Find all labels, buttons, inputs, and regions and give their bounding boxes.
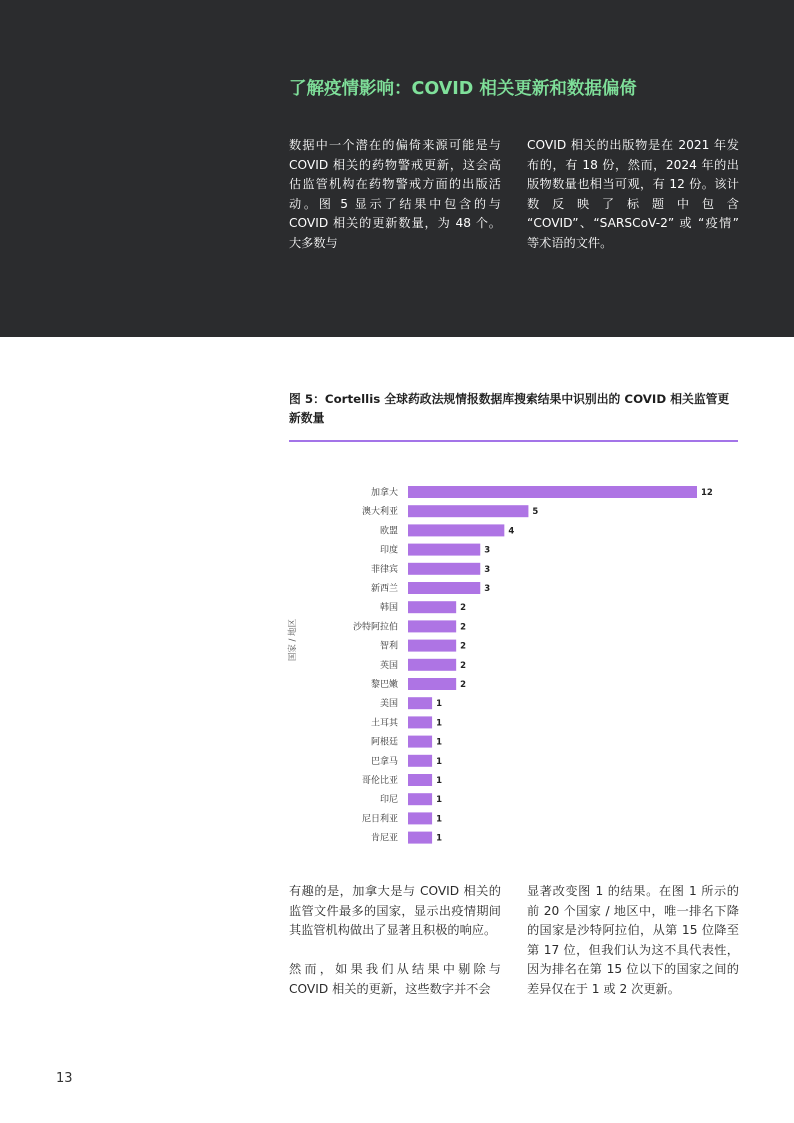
category-label: 英国 [379,660,398,671]
category-label: 印尼 [379,795,398,806]
value-label: 1 [436,814,443,825]
category-label: 智利 [379,641,398,652]
bar [408,697,432,709]
bar [408,582,480,594]
value-label: 2 [460,622,467,633]
bar [408,659,456,671]
value-label: 2 [460,641,467,652]
bar [408,736,432,748]
bar [408,544,480,556]
value-label: 1 [436,699,443,710]
y-axis-title: 国家 / 地区 [288,618,298,662]
category-label: 菲律宾 [370,564,398,575]
bar [408,755,432,767]
category-label: 哥伦比亚 [361,776,398,786]
category-label: 加拿大 [370,488,398,498]
page-number: 13 [56,1071,73,1086]
value-label: 3 [484,545,491,556]
intro-text-left: 数据中一个潜在的偏倚来源可能是与 COVID 相关的药物警戒更新，这会高估监管机构在药物警戒方面的出版活动。图 5 显示了结果中包含的与 COVID 相关的更新数量，为 48 个。大多数与 [289,138,501,250]
bar [408,812,432,824]
bars-group [353,486,713,844]
value-label: 5 [532,507,539,518]
body-paragraph-1: 有趣的是，加拿大是与 COVID 相关的监管文件最多的国家，显示出疫情期间其监管机构做出了显著且积极的响应。 [289,884,501,938]
covid-updates-bar-chart [280,478,740,853]
category-label: 美国 [379,699,398,710]
bar [408,832,432,844]
category-label: 澳大利亚 [361,507,398,518]
category-label: 土耳其 [370,718,398,729]
category-label: 肯尼亚 [370,833,398,844]
bar [408,678,456,690]
body-paragraph-2: 然而，如果我们从结果中剔除与 COVID 相关的更新，这些数字并不会 [289,962,501,996]
bar [408,524,504,536]
value-label: 3 [484,564,491,575]
bar [408,716,432,728]
body-text-right: 显著改变图 1 的结果。在图 1 所示的前 20 个国家 / 地区中，唯一排名下降的国家是沙特阿拉伯，从第 15 位降至第 17 位，但我们认为这不具代表性，因为排名在第 15 位以下的国家之间的差异仅在于 1 或 2 次更新。 [527,884,739,996]
bar [408,601,456,613]
value-label: 12 [701,488,713,498]
value-label: 1 [436,737,443,748]
figure-divider [289,440,738,442]
bar [408,486,697,498]
figure-caption: 图 5：Cortellis 全球药政法规情报数据库搜索结果中识别出的 COVID 相关监管更新数量 [289,392,730,425]
value-label: 1 [436,795,443,806]
value-label: 3 [484,584,491,594]
value-label: 2 [460,680,467,690]
category-label: 尼日利亚 [361,814,398,825]
value-label: 4 [508,526,515,537]
category-label: 黎巴嫩 [370,680,398,690]
bar [408,620,456,632]
bar [408,640,456,652]
value-label: 1 [436,776,443,786]
section-headline: 了解疫情影响：COVID 相关更新和数据偏倚 [289,79,637,99]
bar [408,563,480,575]
bar [408,774,432,786]
value-label: 1 [436,756,443,767]
bar [408,505,528,517]
category-label: 韩国 [379,603,398,614]
category-label: 欧盟 [379,526,398,537]
value-label: 1 [436,833,443,844]
category-label: 新西兰 [370,584,398,594]
category-label: 阿根廷 [370,737,398,748]
category-label: 沙特阿拉伯 [352,622,398,633]
value-label: 2 [460,660,467,671]
bar [408,793,432,805]
category-label: 印度 [379,545,398,556]
intro-text-right: COVID 相关的出版物是在 2021 年发布的，有 18 份，然而，2024 年的出版物数量也相当可观，有 12 份。该计数反映了标题中包含 “COVID”、“SARSCoV-2” 或 “疫情” 等术语的文件。 [527,138,739,250]
category-label: 巴拿马 [370,756,398,767]
value-label: 1 [436,718,443,729]
value-label: 2 [460,603,467,614]
body-text-left [289,882,501,1000]
